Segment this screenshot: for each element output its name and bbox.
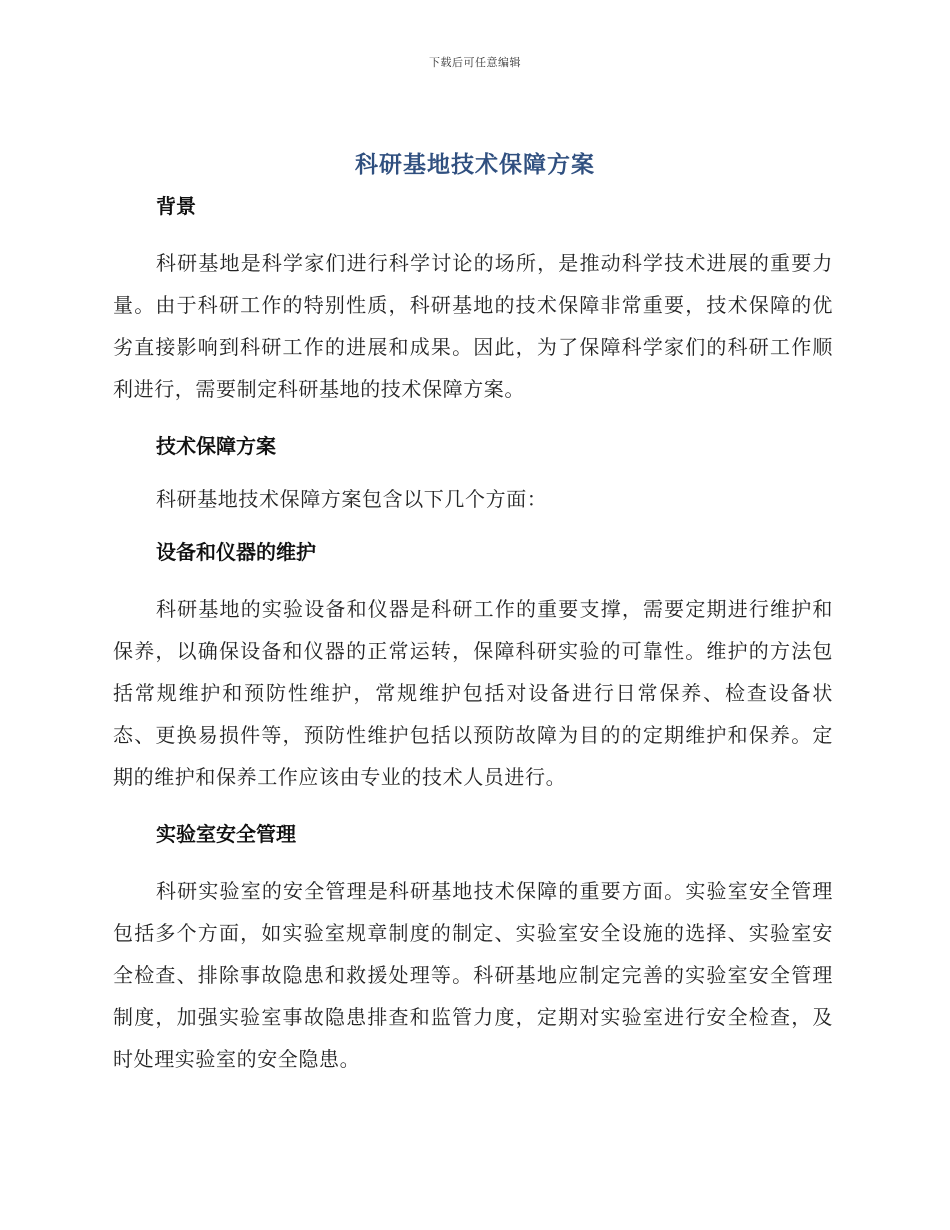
- section-paragraph-tech-plan: 科研基地技术保障方案包含以下几个方面：: [156, 487, 548, 511]
- section-paragraph-background: 科研基地是科学家们进行科学讨论的场所，是推动科学技术进展的重要力量。由于科研工作的特别性质，科研基地的技术保障非常重要，技术保障的优劣直接影响到科研工作的进展和成果。因此，为了保障科学家们的科研工作顺利进行，需要制定科研基地的技术保障方案。: [113, 251, 833, 401]
- section-heading-lab-safety: 实验室安全管理: [156, 822, 296, 846]
- section-heading-tech-plan: 技术保障方案: [156, 434, 276, 458]
- section-heading-background: 背景: [156, 194, 196, 218]
- section-paragraph-lab-safety: 科研实验室的安全管理是科研基地技术保障的重要方面。实验室安全管理包括多个方面，如实验室规章制度的制定、实验室安全设施的选择、实验室安全检查、排除事故隐患和救援处理等。科研基地应制定完善的实验室安全管理制度，加强实验室事故隐患排查和监管力度，定期对实验室进行安全检查，及时处理实验室的安全隐患。: [113, 879, 833, 1071]
- section-heading-equipment-maintenance: 设备和仪器的维护: [156, 540, 316, 564]
- header-note: 下载后可任意编辑: [429, 56, 521, 69]
- section-paragraph-equipment-maintenance: 科研基地的实验设备和仪器是科研工作的重要支撑，需要定期进行维护和保养，以确保设备和仪器的正常运转，保障科研实验的可靠性。维护的方法包括常规维护和预防性维护，常规维护包括对设备进行日常保养、检查设备状态、更换易损件等，预防性维护包括以预防故障为目的的定期维护和保养。定期的维护和保养工作应该由专业的技术人员进行。: [113, 597, 833, 789]
- document-body: [113, 188, 833, 1080]
- document-title: 科研基地技术保障方案: [355, 152, 595, 178]
